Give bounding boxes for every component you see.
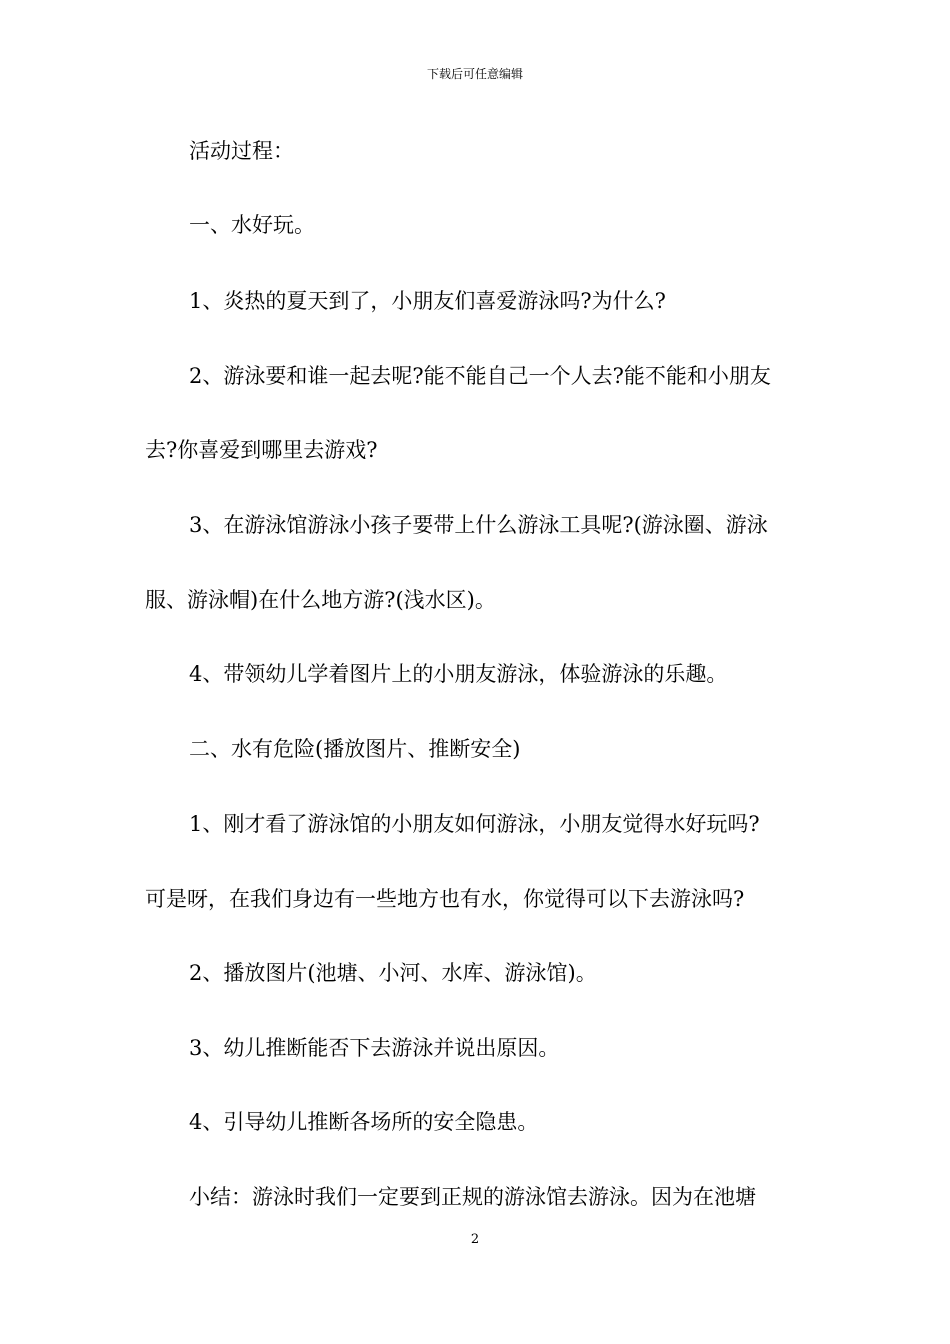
page-header: 下载后可任意编辑 [426, 67, 523, 81]
text-line: 去?你喜爱到哪里去游戏? [145, 438, 378, 462]
text-line: 3、幼儿推断能否下去游泳并说出原因。 [189, 1036, 560, 1060]
text-line: 3、在游泳馆游泳小孩子要带上什么游泳工具呢?(游泳圈、游泳 [189, 513, 768, 537]
text-line: 活动过程： [189, 139, 294, 163]
section-heading: 二、水有危险(播放图片、推断安全) [189, 737, 521, 761]
text-line: 1、炎热的夏天到了，小朋友们喜爱游泳吗?为什么? [189, 289, 666, 313]
text-line: 小结：游泳时我们一定要到正规的游泳馆去游泳。因为在池塘 [189, 1185, 756, 1209]
text-line: 可是呀，在我们身边有一些地方也有水，你觉得可以下去游泳吗? [145, 887, 745, 911]
section-heading: 一、水好玩。 [189, 213, 315, 237]
text-line: 2、播放图片(池塘、小河、水库、游泳馆)。 [189, 961, 597, 985]
text-line: 2、游泳要和谁一起去呢?能不能自己一个人去?能不能和小朋友 [189, 364, 771, 388]
text-line: 4、带领幼儿学着图片上的小朋友游泳，体验游泳的乐趣。 [189, 662, 728, 686]
text-line: 1、刚才看了游泳馆的小朋友如何游泳，小朋友觉得水好玩吗? [189, 812, 760, 836]
text-line: 服、游泳帽)在什么地方游?(浅水区)。 [145, 588, 496, 612]
page-number: 2 [470, 1232, 480, 1247]
text-line: 4、引导幼儿推断各场所的安全隐患。 [189, 1110, 539, 1134]
